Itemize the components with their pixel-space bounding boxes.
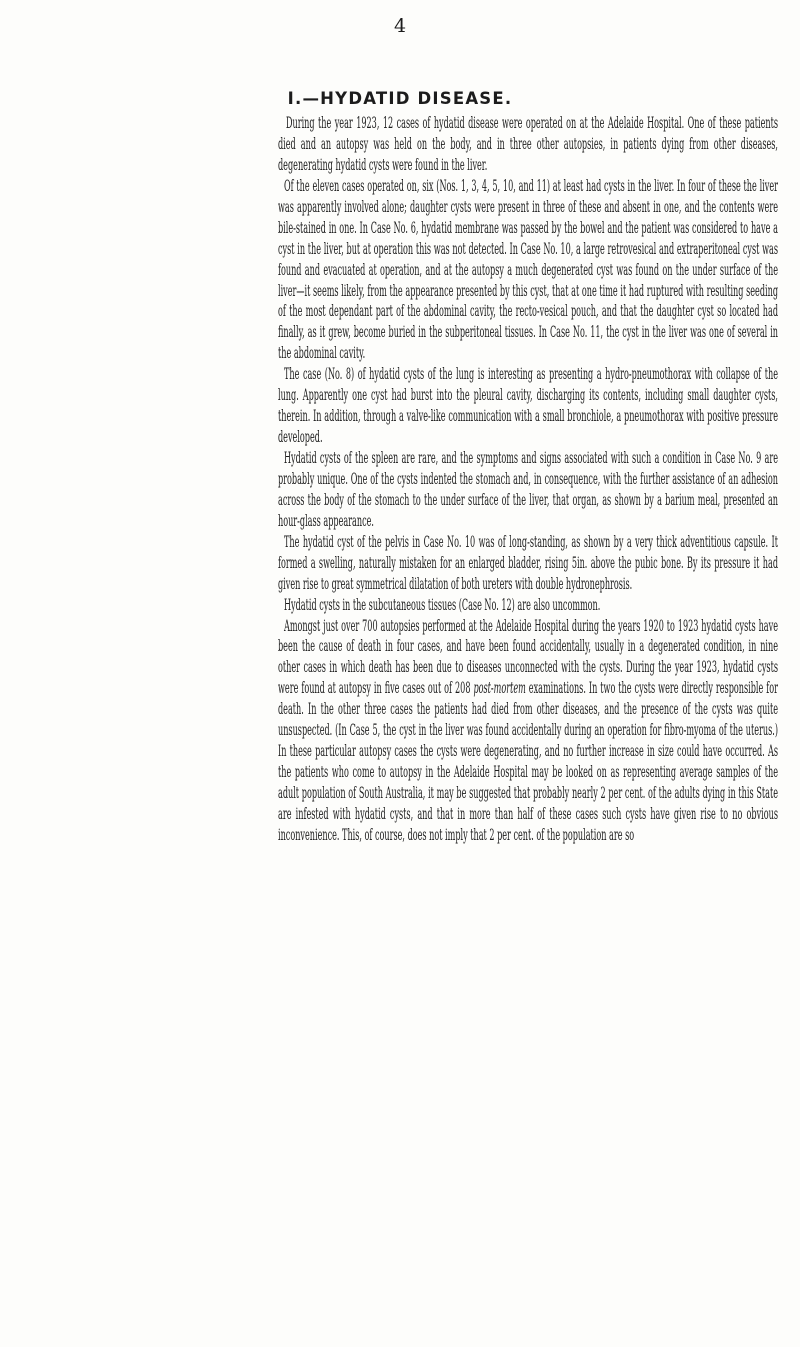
section-heading: I.—HYDATID DISEASE. <box>287 89 513 108</box>
paragraph-intro: During the year 1923, 12 cases of hydatid disease were operated on at the Adelaide Hospital. One of these patients died and an autopsy was held on the body, and in three other autopsies, in patients dying from other diseases, degenerating hydatid cysts were found in the liver. <box>278 113 778 174</box>
post-mortem-italic: post-mortem <box>473 678 526 698</box>
page-number: 4 <box>393 15 407 37</box>
paragraph-spleen-case: Hydatid cysts of the spleen are rare, and the symptoms and signs associated with such a condition in Case No. 9 are probably unique. One of the cysts indented the stomach and, in consequence, with the further assistance of an adhesion across the body of the stomach to the under surface of the liver, that organ, as shown by a barium meal, presented an hour-glass appearance. <box>278 448 778 530</box>
paragraph-liver-cases: Of the eleven cases operated on, six (Nos. 1, 3, 4, 5, 10, and 11) at least had cysts in the liver. In four of these the liver was apparently involved alone; daughter cysts were present in three of these and absent in one, and the contents were bile-stained in one. In Case No. 6, hydatid membrane was passed by the bowel and the patient was considered to have a cyst in the liver, but at operation this was not detected. In Case No. 10, a large retrovesical and extraperitoneal cyst was found and evacuated at operation, and at the autopsy a much degenerated cyst was found on the under surface of the liver—it seems likely, from the appearance presented by this cyst, that at one time it had ruptured with resulting seeding of the most dependant part of the abdominal cavity, the recto-vesical pouch, and that the daughter cyst so located had finally, as it grew, become buried in the subperitoneal tissues. In Case No. 11, the cyst in the liver was one of several in the abdominal cavity. <box>278 175 778 363</box>
paragraph-pelvis-case: The hydatid cyst of the pelvis in Case No. 10 was of long-standing, as shown by a very thick adventitious capsule. It formed a swelling, naturally mistaken for an enlarged bladder, rising 5in. above the pubic bone. By its pressure it had given rise to great symmetrical dilatation of both ureters with double hydronephrosis. <box>278 531 778 593</box>
paragraph-subcutaneous-case: Hydatid cysts in the subcutaneous tissues (Case No. 12) are also uncommon. <box>284 594 601 614</box>
paragraph-lung-case: The case (No. 8) of hydatid cysts of the lung is interesting as presenting a hydro-pneumothorax with collapse of the lung. Apparently one cyst had burst into the pleural cavity, discharging its contents, including small daughter cysts, therein. In addition, through a valve-like communication with a small bronchiole, a pneumothorax with positive pressure developed. <box>278 364 778 447</box>
body-text <box>278 113 778 846</box>
autopsies-text-start: Amongst just over 700 autopsies performed at the Adelaide Hospital during the years 1920 to 1923 hydatid cysts have been the cause of death in four cases, and have been found accidentally, usually in a degenerated condition, in nine other cases in which death has been due to diseases unconnected with the cysts. During the year 1923, hydatid cysts were found at autopsy in five cases out of 208 <box>278 615 778 698</box>
paragraph-autopsies <box>278 616 778 846</box>
autopsies-text-end: examinations. In two the cysts were directly responsible for death. In the other three cases the patients had died from other diseases, and the presence of the cysts was quite unsuspected. (In Case 5, the cyst in the liver was found accidentally during an operation for fibro-myoma of the uterus.) In these particular autopsy cases the cysts were degenerating, and no further increase in size could have occurred. As the patients who come to autopsy in the Adelaide Hospital may be looked on as representing average samples of the adult population of South Australia, it may be suggested that probably nearly 2 per cent. of the adults dying in this State are infested with hydatid cysts, and that in more than half of these cases such cysts have given rise to no obvious inconvenience. This, of course, does not imply that 2 per cent. of the population are so <box>278 678 778 844</box>
